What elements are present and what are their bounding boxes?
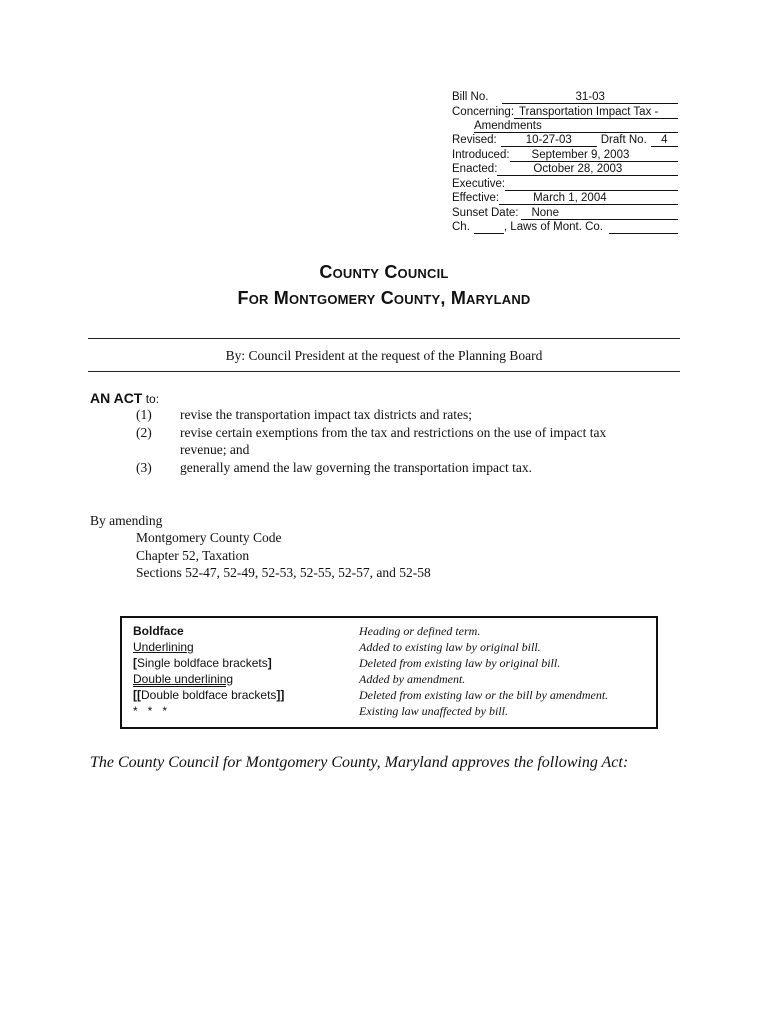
draft-label: Draft No. xyxy=(600,134,647,146)
list-item-text: revise certain exemptions from the tax and restrictions on the use of impact tax revenue; and xyxy=(180,424,607,457)
concerning-row-2 xyxy=(452,119,678,133)
bottom-divider xyxy=(88,371,680,372)
act-purpose-list xyxy=(136,406,656,476)
legend-term: * * * xyxy=(133,704,168,718)
open-bracket: [[ xyxy=(133,688,141,702)
legend-description: Existing law unaffected by bill. xyxy=(359,704,508,718)
sunset-row xyxy=(452,206,678,221)
bill-info xyxy=(452,90,678,235)
list-item-number: (2) xyxy=(136,424,152,440)
chapter-label: Ch. xyxy=(452,221,470,233)
legend-box xyxy=(120,616,658,729)
amending-details xyxy=(136,529,431,582)
legend-description: Deleted from existing law by original bill. xyxy=(359,656,561,670)
legend-row xyxy=(133,624,653,640)
act-intro xyxy=(90,390,159,407)
concerning-row xyxy=(452,105,678,120)
close-bracket: ] xyxy=(267,656,272,670)
legend-row xyxy=(133,688,653,704)
enacted-value: October 28, 2003 xyxy=(497,162,678,176)
bill-number-label: Bill No. xyxy=(452,91,489,103)
amending-chapter: Chapter 52, Taxation xyxy=(136,547,250,563)
introduced-label: Introduced: xyxy=(452,148,510,161)
legend-row xyxy=(133,704,653,720)
sunset-label: Sunset Date: xyxy=(452,206,519,219)
legend-term-wrap xyxy=(133,672,359,688)
laws-label: , Laws of Mont. Co. xyxy=(503,221,603,233)
revised-label: Revised: xyxy=(452,134,497,146)
legend-term: Boldface xyxy=(133,624,184,638)
list-item xyxy=(136,406,656,424)
revised-row xyxy=(452,133,678,148)
legend-term: Double underlining xyxy=(133,672,234,686)
amending-sections: Sections 52-47, 52-49, 52-53, 52-55, 52-57, and 52-58 xyxy=(136,565,431,580)
act-intro-rest: to: xyxy=(142,392,160,406)
legend-term: Double boldface brackets xyxy=(141,688,277,702)
top-divider xyxy=(88,338,680,339)
list-item-text: revise the transportation impact tax districts and rates; xyxy=(180,407,473,422)
concerning-value-2: Amendments xyxy=(474,119,678,133)
legend-description: Deleted from existing law or the bill by amendment. xyxy=(359,688,609,702)
council-title: County Council xyxy=(319,262,449,282)
legend-term-wrap xyxy=(133,640,359,656)
bill-number-row xyxy=(452,90,678,105)
amending-code: Montgomery County Code xyxy=(136,530,282,545)
amending-heading: By amending xyxy=(90,513,163,528)
close-bracket: ]] xyxy=(276,688,285,702)
effective-value: March 1, 2004 xyxy=(499,191,678,205)
effective-row xyxy=(452,191,678,206)
chapter-number-blank xyxy=(474,220,504,234)
introduced-row xyxy=(452,148,678,163)
legend-term-wrap xyxy=(133,688,359,704)
legend-term-wrap xyxy=(133,656,359,672)
legend-description: Added to existing law by original bill. xyxy=(359,640,541,654)
legend-row xyxy=(133,640,653,656)
list-item xyxy=(136,424,656,459)
county-title: For Montgomery County, Maryland xyxy=(237,288,531,308)
concerning-value-1: Transportation Impact Tax - xyxy=(514,105,678,119)
sunset-value: None xyxy=(521,206,678,220)
legend-description: Added by amendment. xyxy=(359,672,466,686)
act-intro-bold: AN ACT xyxy=(90,390,143,406)
enacted-row xyxy=(452,162,678,177)
enacted-label: Enacted: xyxy=(452,163,498,175)
legend-term: Single boldface brackets xyxy=(137,656,268,670)
effective-label: Effective: xyxy=(452,192,500,204)
list-item-number: (3) xyxy=(136,459,152,475)
draft-value: 4 xyxy=(651,133,678,147)
introduced-value: September 9, 2003 xyxy=(510,148,678,162)
chapter-row xyxy=(452,220,678,235)
revised-value: 10-27-03 xyxy=(501,133,597,147)
list-item-text: generally amend the law governing the transportation impact tax. xyxy=(180,459,533,475)
executive-row xyxy=(452,177,678,192)
open-bracket: [ xyxy=(133,656,137,670)
legend-description: Heading or defined term. xyxy=(359,624,481,638)
legend-row xyxy=(133,656,653,672)
list-item xyxy=(136,459,656,477)
list-item-number: (1) xyxy=(136,407,152,422)
enacting-clause: The County Council for Montgomery County, Maryland approves the following Act: xyxy=(90,754,629,771)
bill-number-value: 31-03 xyxy=(502,90,678,104)
legend-row xyxy=(133,672,653,688)
legend-term: Underlining xyxy=(133,640,194,654)
executive-value xyxy=(505,177,678,191)
concerning-label: Concerning: xyxy=(452,105,515,118)
laws-blank xyxy=(609,220,678,234)
sponsor-line: By: Council President at the request of the Planning Board xyxy=(225,348,543,363)
executive-label: Executive: xyxy=(452,177,506,190)
